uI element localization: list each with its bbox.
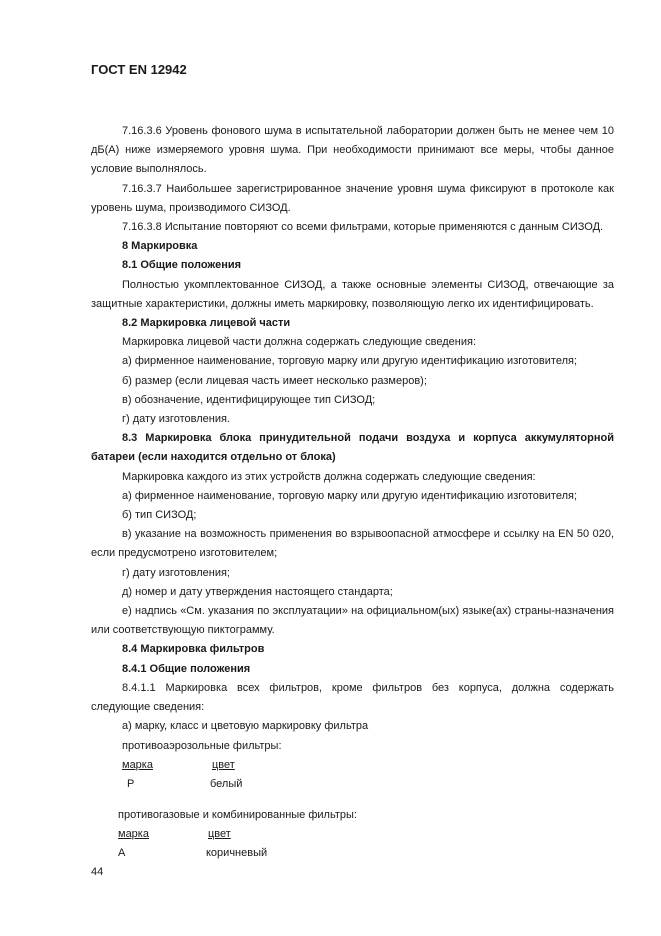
aerosol-filters-label: противоаэрозольные фильтры:: [122, 739, 282, 752]
aerosol-mark-value: P: [127, 777, 135, 790]
section-heading-8-2: 8.2 Маркировка лицевой части: [122, 317, 291, 330]
spacer: [91, 794, 614, 806]
list-item-8-2-a: а) фирменное наименование, торговую марку или другую идентификацию изготовителя;: [122, 355, 578, 368]
list-item-8-3-g: г) дату изготовления;: [122, 566, 230, 579]
aerosol-color-value: белый: [210, 777, 243, 790]
list-item-8-2-b: б) размер (если лицевая часть имеет несколько размеров);: [122, 374, 427, 387]
aerosol-col-color-header: цвет: [212, 758, 235, 771]
gas-table-header: [91, 825, 614, 844]
aerosol-table-row: [91, 775, 614, 794]
gas-col-mark-header: марка: [118, 828, 149, 841]
aerosol-col-mark-header: марка: [122, 758, 153, 771]
section-heading-8: 8 Маркировка: [122, 240, 198, 253]
paragraph-7-16-3-8: 7.16.3.8 Испытание повторяют со всеми фильтрами, которые применяются с данным СИЗОД.: [122, 221, 604, 234]
gas-filters-label: противогазовые и комбинированные фильтры:: [118, 809, 357, 822]
list-item-8-3-b: б) тип СИЗОД;: [122, 509, 197, 522]
list-item-8-2-g: г) дату изготовления.: [122, 413, 230, 426]
list-item-8-3-v: в) указание на возможность применения во взрывоопасной атмосфере и ссылку на EN 50 020, если предусмотрено изготовителем;: [91, 528, 614, 560]
page-number: 44: [91, 866, 104, 878]
paragraph-7-16-3-6: 7.16.3.6 Уровень фонового шума в испытательной лаборатории должен быть не менее чем 10 дБ(А) ниже измеряемого уровня шума. При необходимости принимают все меры, чтобы данное условие выполнялось.: [91, 125, 614, 176]
list-item-8-3-d: д) номер и дату утверждения настоящего стандарта;: [122, 585, 393, 598]
section-heading-8-4: 8.4 Маркировка фильтров: [122, 643, 265, 656]
section-heading-8-1: 8.1 Общие положения: [122, 259, 242, 272]
list-item-8-3-a: а) фирменное наименование, торговую марку или другую идентификацию изготовителя;: [122, 489, 578, 502]
section-heading-8-4-1: 8.4.1 Общие положения: [122, 662, 251, 675]
section-heading-8-3: 8.3 Маркировка блока принудительной подачи воздуха и корпуса аккумуляторной батареи (если находится отдельно от блока): [91, 432, 614, 464]
document-header: ГОСТ EN 12942: [91, 62, 187, 77]
paragraph-7-16-3-7: 7.16.3.7 Наибольшее зарегистрированное значение уровня шума фиксируют в протоколе как уровень шума, производимого СИЗОД.: [91, 182, 614, 214]
paragraph-8-2: Маркировка лицевой части должна содержать следующие сведения:: [122, 336, 476, 349]
paragraph-8-1: Полностью укомплектованное СИЗОД, а также основные элементы СИЗОД, отвечающие за защитные характеристики, должны иметь маркировку, позволяющую легко их идентифицировать.: [91, 278, 614, 310]
paragraph-8-3: Маркировка каждого из этих устройств должна содержать следующие сведения:: [122, 470, 536, 483]
gas-col-color-header: цвет: [208, 828, 231, 841]
list-item-8-4-1-1-a: а) марку, класс и цветовую маркировку фильтра: [122, 720, 369, 733]
gas-mark-value: A: [118, 847, 126, 860]
gas-color-value: коричневый: [206, 847, 268, 860]
document-body: [91, 122, 614, 864]
aerosol-table-header: [91, 756, 614, 775]
list-item-8-2-v: в) обозначение, идентифицирующее тип СИЗОД;: [122, 393, 376, 406]
paragraph-8-4-1-1: 8.4.1.1 Маркировка всех фильтров, кроме фильтров без корпуса, должна содержать следующие сведения:: [91, 681, 614, 714]
list-item-8-3-e: е) надпись «См. указания по эксплуатации» на официальном(ых) языке(ах) страны-назначения или соответствующую пиктограмму.: [91, 605, 614, 637]
gas-filters-label-row: [91, 806, 614, 825]
gas-table-row: [91, 844, 614, 863]
